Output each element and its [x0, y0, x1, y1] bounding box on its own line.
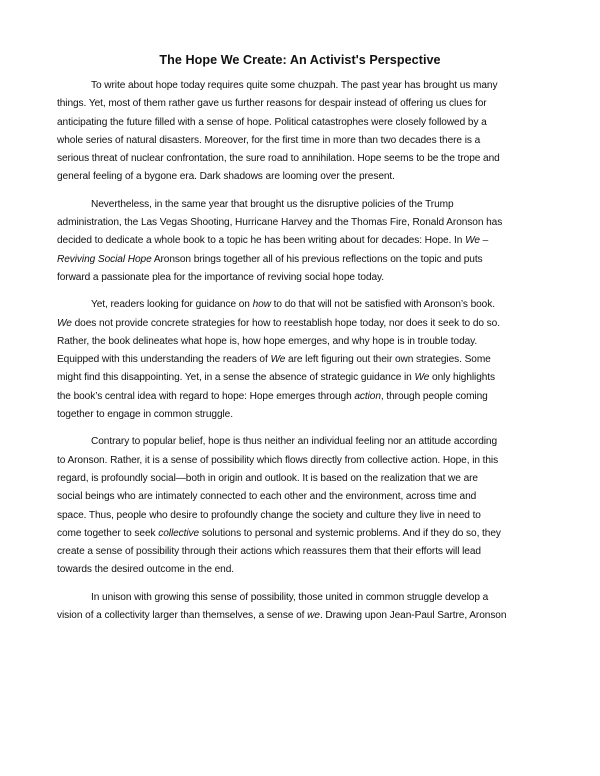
text-line: [57, 433, 543, 451]
text-line: [57, 269, 543, 287]
text-run: space. Thus, people who desire to profoundly change the society and culture they live in need to: [57, 509, 481, 521]
text-line: [57, 214, 543, 232]
italic-run: We: [57, 317, 72, 329]
text-run: create a sense of possibility through their actions which reassures them that their efforts will lead: [57, 546, 481, 558]
text-line: [57, 351, 543, 369]
text-line: [57, 315, 543, 333]
text-run: the book’s central idea with regard to hope: Hope emerges through: [57, 390, 355, 402]
text-run: administration, the Las Vegas Shooting, Hurricane Harvey and the Thomas Fire, Ronald Aronson has: [57, 217, 503, 229]
italic-run: We –: [465, 235, 489, 247]
text-line: [57, 132, 543, 150]
paragraph: [57, 433, 543, 579]
text-line: [57, 333, 543, 351]
text-run: , through people coming: [380, 390, 488, 402]
italic-run: action: [354, 390, 381, 402]
text-run: towards the desired outcome in the end.: [57, 564, 234, 576]
text-line: [57, 369, 543, 387]
text-line: [57, 388, 543, 406]
text-run: regard, is profoundly social—both in origin and outlook. It is based on the realization that we are: [57, 472, 478, 484]
text-run: things. Yet, most of them rather gave us further reasons for despair instead of offering us clues for: [57, 98, 487, 110]
text-run: does not provide concrete strategies for how to reestablish hope today, nor does it seek to do so.: [71, 317, 500, 329]
text-line: [57, 95, 543, 113]
text-line: [57, 589, 543, 607]
text-run: To write about hope today requires quite some chuzpah. The past year has brought us many: [91, 80, 498, 91]
text-line: [57, 452, 543, 470]
italic-run: We: [414, 372, 430, 384]
text-line: [57, 507, 543, 525]
text-run: are left figuring out their own strategies. Some: [285, 354, 491, 366]
text-run: solutions to personal and systemic problems. And if they do so, they: [199, 527, 501, 539]
text-run: only highlights: [429, 372, 496, 384]
text-run: general feeling of a bygone era. Dark shadows are looming over the present.: [57, 171, 395, 183]
text-run: Contrary to popular belief, hope is thus neither an individual feeling nor an attitude according: [91, 436, 498, 448]
text-run: decided to dedicate a whole book to a topic he has been writing about for decades: Hope. In: [57, 235, 466, 247]
text-line: [57, 543, 543, 561]
text-run: forward a passionate plea for the importance of reviving social hope today.: [57, 271, 385, 283]
text-run: vision of a collectivity larger than themselves, a sense of: [57, 610, 308, 622]
text-run: Rather, the book delineates what hope is, how hope emerges, and why hope is in trouble today.: [57, 335, 478, 347]
italic-run: how: [252, 299, 271, 311]
paragraph: [57, 77, 543, 187]
text-run: Equipped with this understanding the readers of: [57, 354, 271, 366]
text-run: whole series of natural disasters. Moreover, for the first time in more than two decades there is a: [57, 134, 481, 146]
text-run: . Drawing upon Jean-Paul Sartre, Aronson: [319, 610, 507, 622]
italic-run: collective: [158, 527, 200, 539]
text-line: [57, 561, 543, 579]
text-run: In unison with growing this sense of possibility, those united in common struggle develop a: [91, 591, 489, 603]
text-line: [57, 406, 543, 424]
text-line: [57, 296, 543, 314]
document-title: The Hope We Create: An Activist's Perspective: [159, 53, 441, 67]
document-body: [57, 77, 543, 634]
text-line: [57, 470, 543, 488]
text-run: might find this disappointing. Yet, in a sense the absence of strategic guidance in: [57, 372, 415, 384]
text-run: Yet, readers looking for guidance on: [91, 299, 253, 311]
italic-run: We: [270, 354, 286, 366]
text-line: [57, 488, 543, 506]
text-line: [57, 196, 543, 214]
text-run: Aronson brings together all of his previous reflections on the topic and puts: [151, 253, 483, 265]
text-run: come together to seek: [57, 527, 159, 539]
text-line: [57, 607, 543, 625]
paragraph: [57, 296, 543, 424]
text-run: social beings who are intimately connected to each other and the environment, across time and: [57, 491, 477, 503]
italic-run: we: [307, 610, 320, 622]
text-line: [57, 114, 543, 132]
paragraph: [57, 196, 543, 287]
text-line: [57, 251, 543, 269]
italic-run: Reviving Social Hope: [57, 253, 152, 265]
text-run: serious threat of nuclear confrontation, the sure road to annihilation. Hope seems to be the trope and: [57, 153, 500, 165]
text-line: [57, 77, 543, 95]
text-run: together to engage in common struggle.: [57, 409, 233, 421]
text-line: [57, 232, 543, 250]
text-run: to do that will not be satisfied with Aronson’s book.: [270, 299, 495, 311]
text-line: [57, 150, 543, 168]
text-run: Nevertheless, in the same year that brought us the disruptive policies of the Trump: [91, 198, 454, 210]
text-run: to Aronson. Rather, it is a sense of possibility which flows directly from collective action. Hope, in this: [57, 454, 499, 466]
paragraph: [57, 589, 543, 626]
text-run: anticipating the future filled with a sense of hope. Political catastrophes were closely followed by a: [57, 116, 487, 128]
text-line: [57, 168, 543, 186]
text-line: [57, 525, 543, 543]
